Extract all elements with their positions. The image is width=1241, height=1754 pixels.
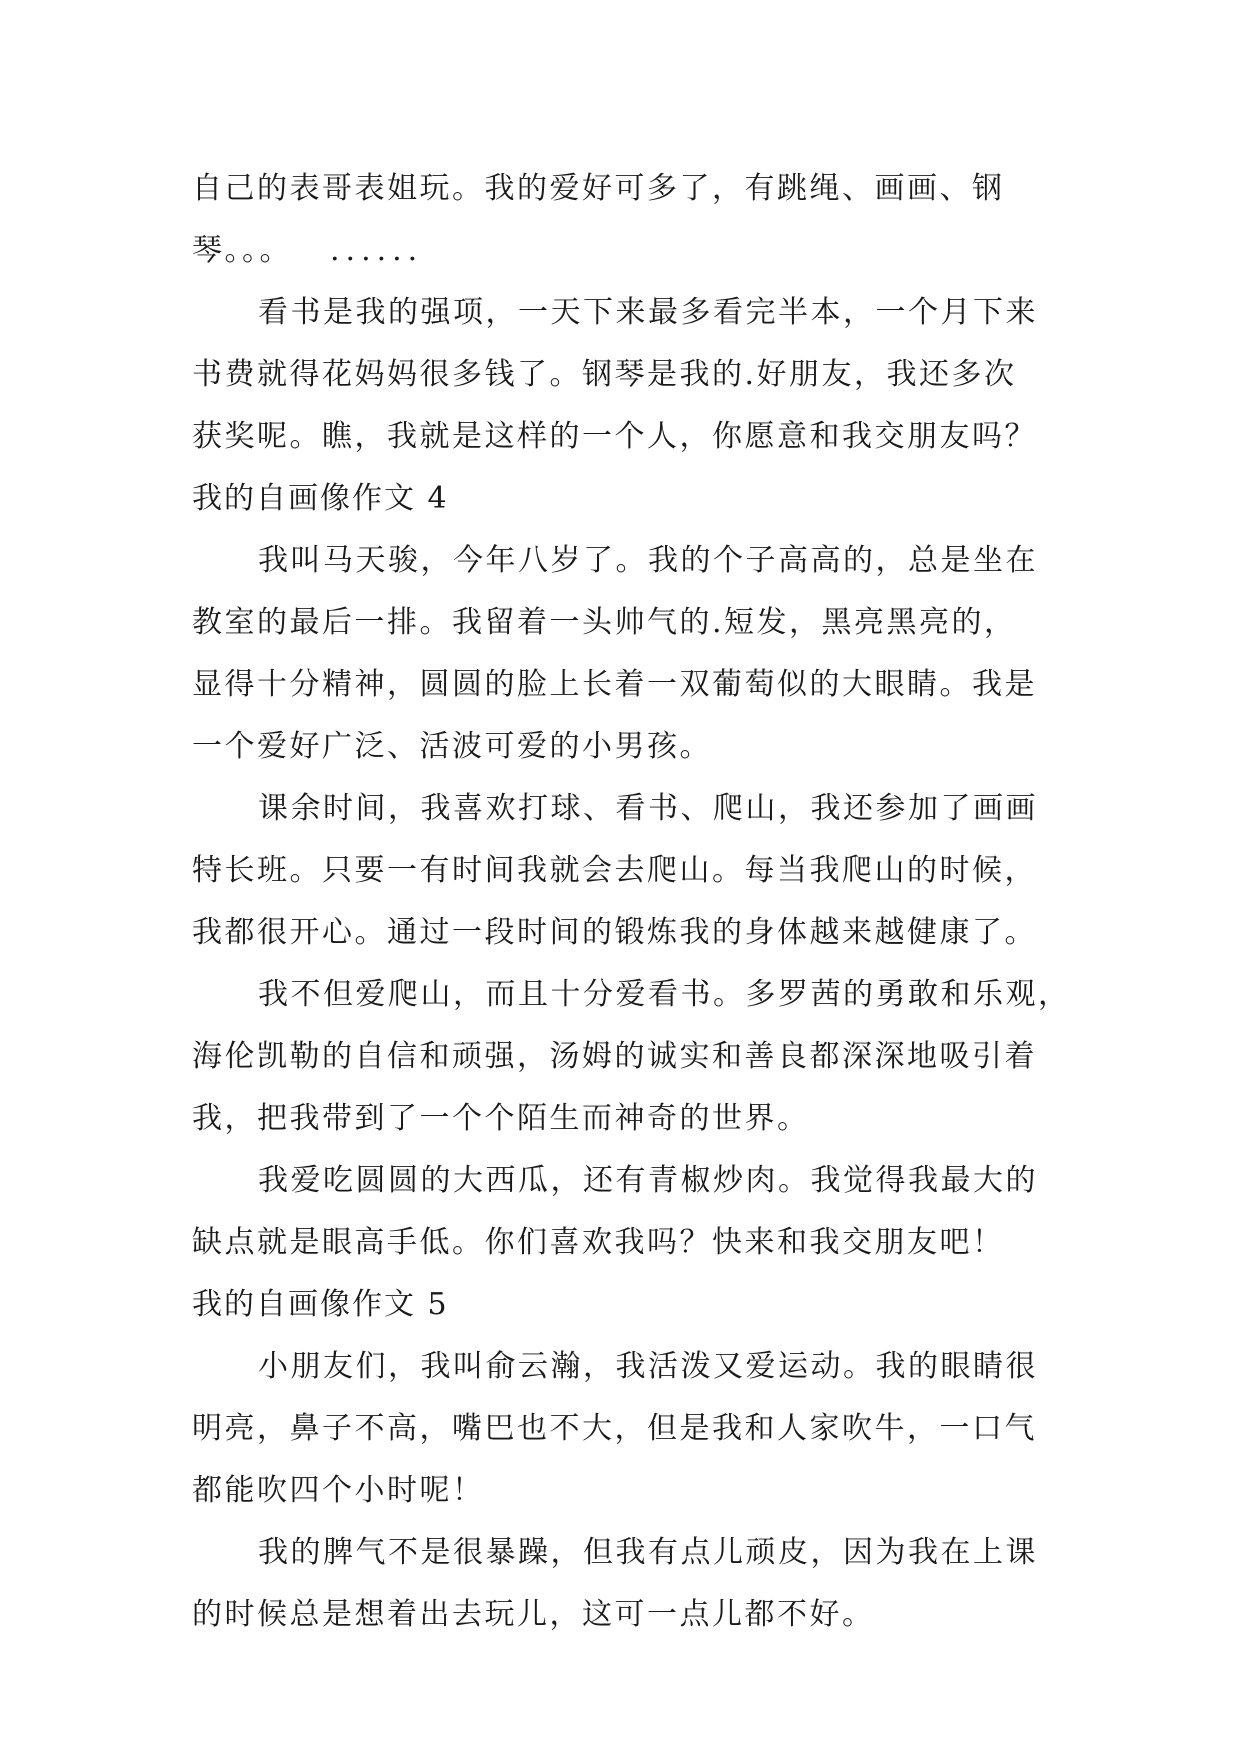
section-heading: 我的自画像作文 4 <box>192 481 449 516</box>
paragraph <box>192 1150 1062 1274</box>
text-line <box>192 220 1062 282</box>
paragraph <box>192 1522 1062 1646</box>
text-line: 教室的最后一排。我留着一头帅气的.短发，黑亮黑亮的， <box>192 605 1017 640</box>
text-line: 看书是我的强项，一天下来最多看完半本，一个月下来 <box>258 295 1038 330</box>
text-line: 海伦凯勒的自信和顽强，汤姆的诚实和善良都深深地吸引着 <box>192 1039 1037 1074</box>
text-line: 一个爱好广泛、活波可爱的小男孩。 <box>192 729 712 764</box>
text-line: 获奖呢。瞧，我就是这样的一个人，你愿意和我交朋友吗？ <box>192 419 1037 454</box>
text-line: 都能吹四个小时呢！ <box>192 1473 485 1508</box>
paragraph <box>192 530 1062 778</box>
text-line: 的时候总是想着出去玩儿，这可一点儿都不好。 <box>192 1597 875 1632</box>
text-line: 特长班。只要一有时间我就会去爬山。每当我爬山的时候， <box>192 853 1037 888</box>
text-line: 我，把我带到了一个个陌生而神奇的世界。 <box>192 1101 810 1136</box>
text-line: 小朋友们，我叫俞云瀚，我活泼又爱运动。我的眼睛很 <box>258 1349 1038 1384</box>
text-line: 显得十分精神，圆圆的脸上长着一双葡萄似的大眼睛。我是 <box>192 667 1037 702</box>
paragraph <box>192 282 1062 468</box>
paragraph <box>192 1336 1062 1522</box>
ellipsis-text: ...... <box>330 233 424 268</box>
section-heading: 我的自画像作文 5 <box>192 1287 449 1322</box>
text-line: 我爱吃圆圆的大西瓜，还有青椒炒肉。我觉得我最大的 <box>258 1163 1038 1198</box>
paragraph <box>192 778 1062 964</box>
text-fragment: 琴。。。 <box>192 233 292 268</box>
document-body <box>192 158 1071 1646</box>
text-line: 自己的表哥表姐玩。我的爱好可多了，有跳绳、画画、钢 <box>192 171 1005 206</box>
paragraph <box>192 964 1071 1150</box>
text-line: 明亮，鼻子不高，嘴巴也不大，但是我和人家吹牛，一口气 <box>192 1411 1037 1446</box>
text-line: 缺点就是眼高手低。你们喜欢我吗？快来和我交朋友吧！ <box>192 1225 1005 1260</box>
text-line: 书费就得花妈妈很多钱了。钢琴是我的.好朋友，我还多次 <box>192 357 1017 392</box>
text-line: 课余时间，我喜欢打球、看书、爬山，我还参加了画画 <box>258 791 1038 826</box>
text-line: 我不但爱爬山，而且十分爱看书。多罗茜的勇敢和乐观， <box>258 977 1071 1012</box>
paragraph <box>192 158 1062 282</box>
text-line: 我叫马天骏，今年八岁了。我的个子高高的，总是坐在 <box>258 543 1038 578</box>
text-line: 我的脾气不是很暴躁，但我有点儿顽皮，因为我在上课 <box>258 1535 1038 1570</box>
text-line: 我都很开心。通过一段时间的锻炼我的身体越来越健康了。 <box>192 915 1037 950</box>
